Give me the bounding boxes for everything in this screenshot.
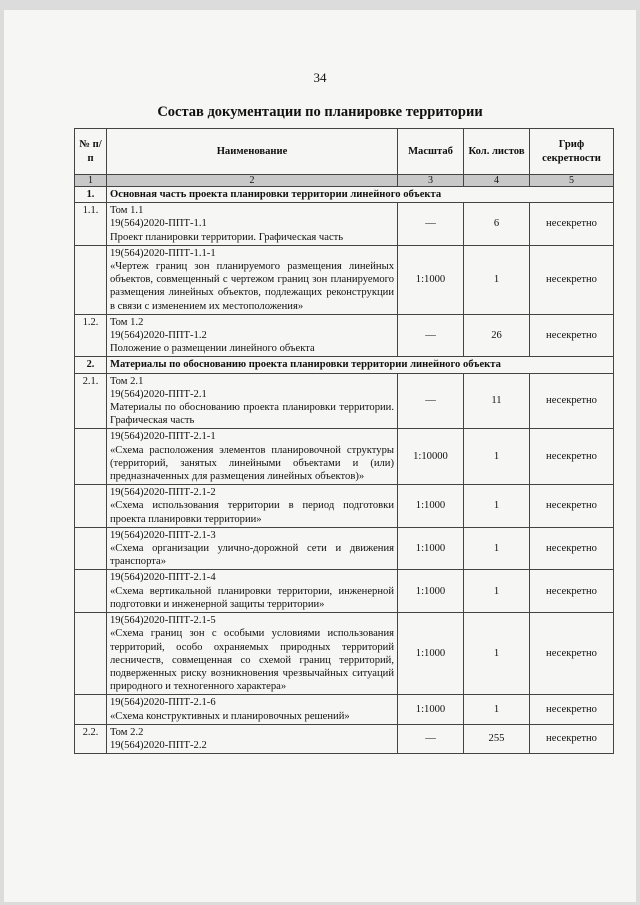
row-name <box>107 203 398 246</box>
row-number: 2.1. <box>75 373 107 429</box>
row-name <box>107 373 398 429</box>
row-scale: 1:1000 <box>398 570 464 613</box>
header-no: № п/п <box>75 129 107 175</box>
header-scale: Масштаб <box>398 129 464 175</box>
row-number <box>75 570 107 613</box>
row-name-line: Материалы по обоснованию проекта планировки территории. Графическая часть <box>110 402 394 427</box>
row-name-line: 19(564)2020-ППТ-2.1-3 <box>110 529 216 541</box>
row-number <box>75 613 107 695</box>
row-name-line: Проект планировки территории. Графическая часть <box>110 231 344 243</box>
header-row <box>75 129 614 175</box>
row-secrecy: несекретно <box>530 429 614 485</box>
row-name-line: 19(564)2020-ППТ-1.2 <box>110 330 207 342</box>
row-number <box>75 429 107 485</box>
row-name-line: Положение о размещении линейного объекта <box>110 343 315 355</box>
header-sheets: Кол. листов <box>464 129 530 175</box>
table-row <box>75 314 614 357</box>
row-name-line: 19(564)2020-ППТ-2.1-1 <box>110 431 216 443</box>
row-name-line: Том 1.1 <box>110 205 144 217</box>
row-secrecy: несекретно <box>530 570 614 613</box>
row-secrecy: несекретно <box>530 485 614 528</box>
row-name-line: 19(564)2020-ППТ-2.1-4 <box>110 572 216 584</box>
document-page <box>4 10 636 902</box>
row-sheets: 1 <box>464 527 530 570</box>
row-number <box>75 485 107 528</box>
row-secrecy: несекретно <box>530 373 614 429</box>
row-secrecy: несекретно <box>530 724 614 753</box>
row-name <box>107 314 398 357</box>
column-number-row <box>75 175 614 187</box>
row-name-line: «Схема расположения элементов планировочной структуры (территорий, занятых линейными объектами и (или) предназначенных для размещения линейных объектов)» <box>110 444 394 483</box>
row-sheets: 255 <box>464 724 530 753</box>
row-number: 1.1. <box>75 203 107 246</box>
section-row <box>75 357 614 373</box>
row-name-line: 19(564)2020-ППТ-2.1-5 <box>110 615 216 627</box>
section-title: Материалы по обоснованию проекта планировки территории линейного объекта <box>107 357 614 373</box>
row-scale: — <box>398 314 464 357</box>
row-number <box>75 527 107 570</box>
section-number: 1. <box>75 187 107 203</box>
row-secrecy: несекретно <box>530 613 614 695</box>
row-sheets: 1 <box>464 485 530 528</box>
column-number: 1 <box>75 175 107 187</box>
header-secrecy: Гриф секретности <box>530 129 614 175</box>
row-scale: 1:1000 <box>398 613 464 695</box>
table-row <box>75 485 614 528</box>
page-number: 34 <box>313 70 327 85</box>
row-sheets: 1 <box>464 570 530 613</box>
row-name-line: Том 1.2 <box>110 316 144 328</box>
row-secrecy: несекретно <box>530 245 614 314</box>
row-sheets: 1 <box>464 613 530 695</box>
row-number <box>75 695 107 724</box>
table-row <box>75 429 614 485</box>
row-name <box>107 724 398 753</box>
row-name-line: 19(564)2020-ППТ-2.1-6 <box>110 697 216 709</box>
table-row <box>75 695 614 724</box>
row-scale: 1:10000 <box>398 429 464 485</box>
row-sheets: 26 <box>464 314 530 357</box>
row-sheets: 1 <box>464 429 530 485</box>
row-name-line: Том 2.2 <box>110 726 144 738</box>
row-sheets: 11 <box>464 373 530 429</box>
row-secrecy: несекретно <box>530 527 614 570</box>
section-row <box>75 187 614 203</box>
row-name-line: «Схема использования территории в период подготовки проекта планировки территории» <box>110 500 394 525</box>
row-name-line: «Схема границ зон с особыми условиями использования территорий, особо охраняемых природных территорий лесничеств, совмещенная со схемой границ территорий, подверженных риску возникновения чрезвычайных ситуаций природного и техногенного характера» <box>110 628 394 693</box>
row-name-line: Том 2.1 <box>110 375 144 387</box>
table-body <box>75 187 614 754</box>
row-sheets: 1 <box>464 695 530 724</box>
table-row <box>75 373 614 429</box>
row-number <box>75 245 107 314</box>
section-number: 2. <box>75 357 107 373</box>
row-name <box>107 570 398 613</box>
row-number: 1.2. <box>75 314 107 357</box>
table-row <box>75 724 614 753</box>
row-name-line: «Схема организации улично-дорожной сети и движения транспорта» <box>110 543 394 568</box>
row-scale: 1:1000 <box>398 485 464 528</box>
row-scale: 1:1000 <box>398 695 464 724</box>
row-name <box>107 245 398 314</box>
document-title: Состав документации по планировке территории <box>157 104 483 120</box>
row-scale: 1:1000 <box>398 527 464 570</box>
row-sheets: 1 <box>464 245 530 314</box>
documentation-table <box>74 128 614 754</box>
row-scale: — <box>398 724 464 753</box>
row-name <box>107 429 398 485</box>
column-number: 3 <box>398 175 464 187</box>
row-scale: 1:1000 <box>398 245 464 314</box>
row-name-line: «Схема вертикальной планировки территории, инженерной подготовки и инженерной защиты территории» <box>110 585 394 610</box>
table-row <box>75 570 614 613</box>
table-row <box>75 245 614 314</box>
column-number: 5 <box>530 175 614 187</box>
row-name-line: 19(564)2020-ППТ-2.2 <box>110 739 207 751</box>
row-name-line: 19(564)2020-ППТ-1.1-1 <box>110 247 216 259</box>
row-secrecy: несекретно <box>530 203 614 246</box>
row-name-line: 19(564)2020-ППТ-2.1 <box>110 388 207 400</box>
table-row <box>75 527 614 570</box>
row-name <box>107 527 398 570</box>
section-title: Основная часть проекта планировки территории линейного объекта <box>107 187 614 203</box>
row-name-line: «Схема конструктивных и планировочных решений» <box>110 710 350 722</box>
row-name-line: «Чертеж границ зон планируемого размещения линейных объектов, совмещенный с чертежом границ зон планируемого размещения линейных объектов, подлежащих реконструкции в связи с изменением их местоположения» <box>110 261 394 312</box>
row-name-line: 19(564)2020-ППТ-2.1-2 <box>110 487 216 499</box>
header-name: Наименование <box>107 129 398 175</box>
row-secrecy: несекретно <box>530 695 614 724</box>
row-secrecy: несекретно <box>530 314 614 357</box>
table-row <box>75 613 614 695</box>
row-scale: — <box>398 203 464 246</box>
row-name <box>107 485 398 528</box>
row-number: 2.2. <box>75 724 107 753</box>
row-sheets: 6 <box>464 203 530 246</box>
column-number: 2 <box>107 175 398 187</box>
row-name <box>107 613 398 695</box>
row-name <box>107 695 398 724</box>
column-number: 4 <box>464 175 530 187</box>
row-scale: — <box>398 373 464 429</box>
table-row <box>75 203 614 246</box>
row-name-line: 19(564)2020-ППТ-1.1 <box>110 218 207 230</box>
